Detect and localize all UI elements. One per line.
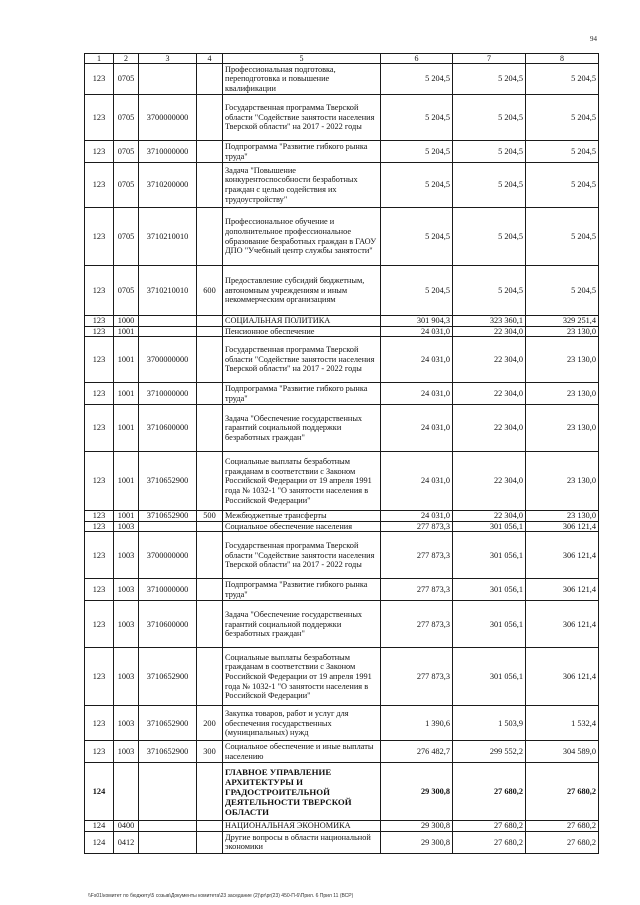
cell-admin-code: 123 xyxy=(85,521,114,532)
cell-amount-2021: 27 680,2 xyxy=(453,831,526,853)
cell-section-code: 1001 xyxy=(114,452,139,511)
cell-description: ГЛАВНОЕ УПРАВЛЕНИЕ АРХИТЕКТУРЫ И ГРАДОСТРОИТЕЛЬНОЙ ДЕЯТЕЛЬНОСТИ ТВЕРСКОЙ ОБЛАСТИ xyxy=(223,763,381,821)
table-row xyxy=(85,326,599,337)
cell-amount-2021: 1 503,9 xyxy=(453,706,526,741)
cell-admin-code: 123 xyxy=(85,405,114,452)
header-cell: 8 xyxy=(526,54,599,64)
cell-expense-type xyxy=(197,95,223,141)
cell-amount-2020: 29 300,8 xyxy=(381,821,453,832)
cell-target-code: 3700000000 xyxy=(139,337,197,383)
cell-amount-2022: 23 130,0 xyxy=(526,405,599,452)
cell-amount-2020: 1 390,6 xyxy=(381,706,453,741)
table-row xyxy=(85,141,599,163)
cell-section-code: 0705 xyxy=(114,266,139,316)
cell-target-code: 3710652900 xyxy=(139,741,197,763)
cell-description: Предоставление субсидий бюджетным, автономным учреждениям и иным некоммерческим организациям xyxy=(223,266,381,316)
table-row xyxy=(85,532,599,579)
cell-amount-2021: 22 304,0 xyxy=(453,383,526,405)
cell-admin-code: 123 xyxy=(85,532,114,579)
cell-amount-2022: 1 532,4 xyxy=(526,706,599,741)
cell-description: Профессиональное обучение и дополнительное профессиональное образование безработных граждан в ГАОУ ДПО "Учебный центр службы занятости" xyxy=(223,208,381,266)
table-row xyxy=(85,405,599,452)
header-cell: 6 xyxy=(381,54,453,64)
cell-amount-2020: 5 204,5 xyxy=(381,266,453,316)
table-row xyxy=(85,316,599,327)
cell-description: Социальное обеспечение и иные выплаты населению xyxy=(223,741,381,763)
cell-target-code: 3710652900 xyxy=(139,706,197,741)
cell-amount-2022: 23 130,0 xyxy=(526,326,599,337)
cell-amount-2022: 306 121,4 xyxy=(526,532,599,579)
cell-admin-code: 123 xyxy=(85,706,114,741)
cell-section-code: 1003 xyxy=(114,706,139,741)
cell-amount-2022: 27 680,2 xyxy=(526,831,599,853)
cell-amount-2021: 301 056,1 xyxy=(453,648,526,706)
cell-admin-code: 123 xyxy=(85,337,114,383)
cell-admin-code: 123 xyxy=(85,579,114,601)
cell-expense-type xyxy=(197,316,223,327)
cell-expense-type xyxy=(197,452,223,511)
cell-section-code: 1003 xyxy=(114,521,139,532)
cell-section-code: 1001 xyxy=(114,405,139,452)
cell-expense-type: 500 xyxy=(197,511,223,522)
cell-admin-code: 123 xyxy=(85,208,114,266)
cell-amount-2020: 5 204,5 xyxy=(381,64,453,95)
cell-description: СОЦИАЛЬНАЯ ПОЛИТИКА xyxy=(223,316,381,327)
cell-section-code: 0412 xyxy=(114,831,139,853)
cell-admin-code: 124 xyxy=(85,763,114,821)
cell-description: Социальное обеспечение населения xyxy=(223,521,381,532)
cell-admin-code: 123 xyxy=(85,64,114,95)
cell-admin-code: 124 xyxy=(85,831,114,853)
cell-description: Подпрограмма "Развитие гибкого рынка труда" xyxy=(223,579,381,601)
cell-section-code: 1001 xyxy=(114,383,139,405)
header-cell: 2 xyxy=(114,54,139,64)
cell-amount-2020: 29 300,8 xyxy=(381,763,453,821)
header-row xyxy=(85,54,599,64)
cell-description: Профессиональная подготовка, переподготовка и повышение квалификации xyxy=(223,64,381,95)
cell-amount-2022: 27 680,2 xyxy=(526,763,599,821)
cell-section-code: 1003 xyxy=(114,648,139,706)
cell-amount-2021: 22 304,0 xyxy=(453,405,526,452)
cell-amount-2022: 306 121,4 xyxy=(526,521,599,532)
cell-section-code: 0705 xyxy=(114,95,139,141)
cell-expense-type xyxy=(197,64,223,95)
cell-description: Социальные выплаты безработным гражданам в соответствии с Законом Российской Федерации от 19 апреля 1991 года № 1032-1 "О занятости населения в Российской Федерации" xyxy=(223,648,381,706)
table-row xyxy=(85,763,599,821)
cell-expense-type: 300 xyxy=(197,741,223,763)
cell-description: Задача "Обеспечение государственных гарантий социальной поддержки безработных граждан" xyxy=(223,601,381,648)
cell-target-code: 3710210010 xyxy=(139,266,197,316)
cell-amount-2021: 5 204,5 xyxy=(453,95,526,141)
header-cell: 3 xyxy=(139,54,197,64)
cell-amount-2021: 22 304,0 xyxy=(453,337,526,383)
cell-amount-2022: 23 130,0 xyxy=(526,337,599,383)
cell-amount-2021: 5 204,5 xyxy=(453,266,526,316)
table-row xyxy=(85,266,599,316)
cell-amount-2020: 5 204,5 xyxy=(381,141,453,163)
cell-description: Другие вопросы в области национальной экономики xyxy=(223,831,381,853)
cell-target-code: 3710652900 xyxy=(139,452,197,511)
cell-section-code: 1003 xyxy=(114,741,139,763)
cell-target-code: 3710000000 xyxy=(139,141,197,163)
table-row xyxy=(85,579,599,601)
table-row xyxy=(85,648,599,706)
cell-amount-2022: 23 130,0 xyxy=(526,452,599,511)
cell-target-code: 3710652900 xyxy=(139,648,197,706)
cell-section-code: 1001 xyxy=(114,337,139,383)
table-row xyxy=(85,706,599,741)
cell-amount-2020: 24 031,0 xyxy=(381,383,453,405)
cell-expense-type xyxy=(197,163,223,208)
cell-expense-type xyxy=(197,831,223,853)
header-cell: 7 xyxy=(453,54,526,64)
cell-amount-2021: 5 204,5 xyxy=(453,141,526,163)
table-row xyxy=(85,383,599,405)
table-row xyxy=(85,741,599,763)
cell-amount-2020: 301 904,3 xyxy=(381,316,453,327)
cell-admin-code: 123 xyxy=(85,601,114,648)
cell-admin-code: 123 xyxy=(85,141,114,163)
cell-target-code xyxy=(139,763,197,821)
cell-amount-2022: 23 130,0 xyxy=(526,383,599,405)
header-cell: 4 xyxy=(197,54,223,64)
cell-expense-type: 200 xyxy=(197,706,223,741)
cell-target-code: 3710210010 xyxy=(139,208,197,266)
table-row xyxy=(85,831,599,853)
cell-section-code: 1003 xyxy=(114,532,139,579)
cell-amount-2022: 5 204,5 xyxy=(526,95,599,141)
cell-target-code: 3710000000 xyxy=(139,383,197,405)
cell-admin-code: 123 xyxy=(85,163,114,208)
cell-description: НАЦИОНАЛЬНАЯ ЭКОНОМИКА xyxy=(223,821,381,832)
file-path-footer: \\Fs01\комитет по бюджету\5 созыв\Документы комитета\23 заседание (2)\pr\pr(23) 450-П-6\Прил. 6 Прил 11 (ВСР) xyxy=(88,893,354,899)
table-row xyxy=(85,601,599,648)
cell-expense-type xyxy=(197,521,223,532)
cell-amount-2020: 277 873,3 xyxy=(381,532,453,579)
table-row xyxy=(85,452,599,511)
cell-amount-2020: 276 482,7 xyxy=(381,741,453,763)
cell-amount-2022: 5 204,5 xyxy=(526,141,599,163)
cell-description: Межбюджетные трансферты xyxy=(223,511,381,522)
cell-description: Государственная программа Тверской области "Содействие занятости населения Тверской области" на 2017 - 2022 годы xyxy=(223,337,381,383)
cell-amount-2022: 5 204,5 xyxy=(526,163,599,208)
cell-description: Пенсионное обеспечение xyxy=(223,326,381,337)
cell-description: Задача "Повышение конкурентоспособности безработных граждан с целью содействия их трудоустройству" xyxy=(223,163,381,208)
cell-expense-type xyxy=(197,337,223,383)
cell-amount-2022: 329 251,4 xyxy=(526,316,599,327)
cell-admin-code: 123 xyxy=(85,266,114,316)
cell-target-code xyxy=(139,326,197,337)
cell-section-code: 0705 xyxy=(114,208,139,266)
cell-admin-code: 123 xyxy=(85,741,114,763)
cell-amount-2022: 27 680,2 xyxy=(526,821,599,832)
cell-expense-type xyxy=(197,383,223,405)
cell-target-code xyxy=(139,831,197,853)
cell-admin-code: 123 xyxy=(85,95,114,141)
cell-admin-code: 123 xyxy=(85,648,114,706)
cell-amount-2020: 24 031,0 xyxy=(381,337,453,383)
cell-target-code xyxy=(139,64,197,95)
cell-section-code: 0705 xyxy=(114,141,139,163)
cell-amount-2022: 306 121,4 xyxy=(526,648,599,706)
cell-section-code: 0705 xyxy=(114,64,139,95)
cell-description: Государственная программа Тверской области "Содействие занятости населения Тверской области" на 2017 - 2022 годы xyxy=(223,532,381,579)
table-row xyxy=(85,95,599,141)
cell-amount-2020: 5 204,5 xyxy=(381,208,453,266)
table-row xyxy=(85,821,599,832)
cell-amount-2020: 24 031,0 xyxy=(381,452,453,511)
cell-expense-type xyxy=(197,141,223,163)
cell-target-code xyxy=(139,821,197,832)
cell-target-code: 3700000000 xyxy=(139,532,197,579)
table-row xyxy=(85,521,599,532)
cell-admin-code: 123 xyxy=(85,326,114,337)
cell-amount-2021: 27 680,2 xyxy=(453,763,526,821)
cell-admin-code: 123 xyxy=(85,316,114,327)
cell-description: Государственная программа Тверской области "Содействие занятости населения Тверской области" на 2017 - 2022 годы xyxy=(223,95,381,141)
cell-section-code: 1000 xyxy=(114,316,139,327)
cell-amount-2021: 301 056,1 xyxy=(453,532,526,579)
cell-amount-2022: 306 121,4 xyxy=(526,601,599,648)
cell-target-code: 3710600000 xyxy=(139,601,197,648)
cell-admin-code: 123 xyxy=(85,452,114,511)
cell-amount-2022: 304 589,0 xyxy=(526,741,599,763)
cell-amount-2021: 5 204,5 xyxy=(453,163,526,208)
cell-admin-code: 123 xyxy=(85,511,114,522)
cell-expense-type xyxy=(197,326,223,337)
table-row xyxy=(85,163,599,208)
cell-amount-2020: 277 873,3 xyxy=(381,521,453,532)
table-row xyxy=(85,511,599,522)
cell-target-code: 3700000000 xyxy=(139,95,197,141)
cell-expense-type xyxy=(197,532,223,579)
table-row xyxy=(85,337,599,383)
cell-section-code: 1003 xyxy=(114,579,139,601)
cell-amount-2020: 5 204,5 xyxy=(381,95,453,141)
cell-target-code xyxy=(139,521,197,532)
cell-amount-2022: 5 204,5 xyxy=(526,266,599,316)
cell-expense-type xyxy=(197,405,223,452)
table-row xyxy=(85,64,599,95)
cell-amount-2021: 22 304,0 xyxy=(453,326,526,337)
cell-section-code xyxy=(114,763,139,821)
cell-amount-2020: 5 204,5 xyxy=(381,163,453,208)
cell-amount-2022: 306 121,4 xyxy=(526,579,599,601)
cell-amount-2021: 5 204,5 xyxy=(453,208,526,266)
cell-amount-2020: 24 031,0 xyxy=(381,326,453,337)
cell-target-code: 3710652900 xyxy=(139,511,197,522)
cell-target-code xyxy=(139,316,197,327)
cell-amount-2021: 299 552,2 xyxy=(453,741,526,763)
cell-amount-2021: 27 680,2 xyxy=(453,821,526,832)
cell-amount-2020: 277 873,3 xyxy=(381,579,453,601)
cell-expense-type xyxy=(197,648,223,706)
cell-amount-2021: 22 304,0 xyxy=(453,511,526,522)
cell-amount-2020: 277 873,3 xyxy=(381,648,453,706)
page-number: 94 xyxy=(590,35,597,43)
cell-amount-2020: 29 300,8 xyxy=(381,831,453,853)
cell-amount-2021: 323 360,1 xyxy=(453,316,526,327)
cell-description: Задача "Обеспечение государственных гарантий социальной поддержки безработных граждан" xyxy=(223,405,381,452)
cell-amount-2021: 5 204,5 xyxy=(453,64,526,95)
cell-expense-type xyxy=(197,601,223,648)
cell-amount-2021: 301 056,1 xyxy=(453,521,526,532)
budget-table xyxy=(84,53,599,854)
cell-description: Подпрограмма "Развитие гибкого рынка труда" xyxy=(223,141,381,163)
cell-section-code: 0705 xyxy=(114,163,139,208)
cell-amount-2022: 5 204,5 xyxy=(526,208,599,266)
cell-amount-2020: 277 873,3 xyxy=(381,601,453,648)
cell-description: Закупка товаров, работ и услуг для обеспечения государственных (муниципальных) нужд xyxy=(223,706,381,741)
cell-amount-2022: 5 204,5 xyxy=(526,64,599,95)
cell-amount-2021: 301 056,1 xyxy=(453,579,526,601)
table-row xyxy=(85,208,599,266)
cell-description: Социальные выплаты безработным гражданам в соответствии с Законом Российской Федерации от 19 апреля 1991 года № 1032-1 "О занятости населения в Российской Федерации" xyxy=(223,452,381,511)
cell-target-code: 3710000000 xyxy=(139,579,197,601)
cell-description: Подпрограмма "Развитие гибкого рынка труда" xyxy=(223,383,381,405)
cell-expense-type xyxy=(197,763,223,821)
cell-admin-code: 124 xyxy=(85,821,114,832)
header-cell: 5 xyxy=(223,54,381,64)
cell-section-code: 1001 xyxy=(114,511,139,522)
cell-expense-type xyxy=(197,208,223,266)
cell-amount-2021: 301 056,1 xyxy=(453,601,526,648)
header-cell: 1 xyxy=(85,54,114,64)
cell-expense-type xyxy=(197,579,223,601)
cell-admin-code: 123 xyxy=(85,383,114,405)
cell-target-code: 3710200000 xyxy=(139,163,197,208)
cell-expense-type xyxy=(197,821,223,832)
cell-amount-2020: 24 031,0 xyxy=(381,405,453,452)
cell-amount-2021: 22 304,0 xyxy=(453,452,526,511)
table-body xyxy=(85,64,599,854)
cell-target-code: 3710600000 xyxy=(139,405,197,452)
cell-section-code: 1003 xyxy=(114,601,139,648)
cell-section-code: 0400 xyxy=(114,821,139,832)
cell-expense-type: 600 xyxy=(197,266,223,316)
cell-amount-2022: 23 130,0 xyxy=(526,511,599,522)
cell-amount-2020: 24 031,0 xyxy=(381,511,453,522)
cell-section-code: 1001 xyxy=(114,326,139,337)
